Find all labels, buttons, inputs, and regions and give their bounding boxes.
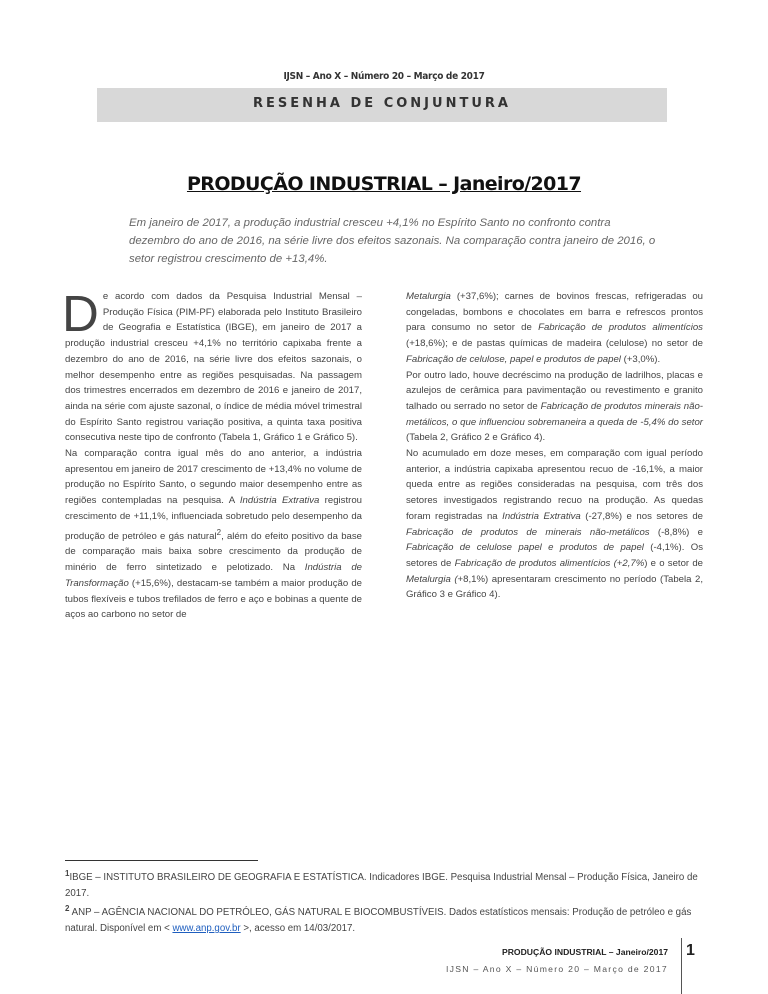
paragraph-2 — [65, 446, 362, 623]
footnote-text: IBGE – INSTITUTO BRASILEIRO DE GEOGRAFIA E ESTATÍSTICA. Indicadores IBGE. Pesquisa Industrial Mensal – Produção Física, Janeiro de 2017. — [65, 872, 698, 899]
page-number: 1 — [686, 942, 695, 959]
italic-run: Indústria Extrativa — [502, 510, 581, 522]
drop-cap: D — [62, 285, 99, 342]
footnote-divider — [65, 860, 258, 861]
paragraph-4 — [406, 446, 703, 603]
italic-run: Metalurgia ( — [406, 573, 458, 585]
page-title: PRODUÇÃO INDUSTRIAL – Janeiro/2017 — [186, 173, 582, 195]
footer-divider — [681, 938, 682, 994]
text-run: (+18,6%); e de pastas químicas de madeira (celulose) no setor de — [406, 338, 703, 350]
paragraph-1 — [62, 285, 362, 446]
header-issue: IJSN – Ano X – Número 20 – Março de 2017 — [283, 71, 485, 82]
footnote-1 — [65, 866, 705, 901]
text-run: (Tabela 2, Gráfico 2 e Gráfico 4). — [406, 432, 546, 444]
paragraph-3 — [406, 368, 703, 447]
footnotes — [65, 866, 705, 936]
text-run: (-27,8%) e nos setores de — [580, 510, 703, 522]
italic-run: Fabricação de produtos alimentícios (+2,7% — [454, 557, 645, 569]
footnote-text: >, acesso em 14/03/2017. — [240, 922, 356, 934]
text-run: (+15,6%), destacam-se também a maior produção de tubos flexíveis e tubos trefilados de ferro e aço e bobinas a quente de aços ao carbono no setor de — [65, 577, 362, 621]
text-run: (-4,1%). Os setores de — [406, 542, 703, 569]
paragraph-1-text: e acordo com dados da Pesquisa Industrial Mensal – Produção Física (PIM-PF) elaborada pelo Instituto Brasileiro de Geografia e Estatística (IBGE), em janeiro de 2017 a produção industrial cresceu +4,1% no território capixaba frente a dezembro do ano de 2016, na série livre dos efeitos sazonais, o melhor desempenho entre as regiões pesquisadas. Na passagem dos trimestres encerrados em dezembro de 2016 e janeiro de 2017, ainda na série com ajuste sazonal, o índice de média móvel trimestral do Espírito Santo registrou variação positiva, a quinta taxa positiva consecutiva neste tipo de confronto (Tabela 1, Gráfico 1 e Gráfico 5). — [65, 291, 362, 444]
text-run: , além do efeito positivo da base de comparação mais baixa sobre crescimento da produção de minério de ferro sintetizado e pelotizado. Na — [65, 530, 362, 574]
text-run: No acumulado em doze meses, em comparação com igual período anterior, a indústria capixaba apresentou recuo de -16,1%, a maior queda entre as regiões consideradas na pesquisa, com três dos setores investigados registrando recuo na produção. As quedas foram registradas na — [406, 448, 703, 522]
section-title: RESENHA DE CONJUNTURA — [253, 96, 511, 111]
intro-summary: Em janeiro de 2017, a produção industrial cresceu +4,1% no Espírito Santo no confronto contra dezembro do ano de 2016, na série livre dos efeitos sazonais. Na comparação contra janeiro de 2016, o setor registrou crescimento de +13,4%. — [129, 217, 656, 265]
text-run: ) e o setor de — [644, 557, 703, 569]
footnote-number: 2 — [65, 904, 70, 914]
right-column — [406, 289, 703, 603]
italic-run: Fabricação de celulose papel e produtos de papel — [406, 542, 644, 554]
italic-run: Indústria Extrativa — [239, 495, 320, 507]
italic-run: Fabricação de celulose, papel e produtos de papel — [406, 353, 621, 365]
italic-run: Fabricação de produtos minerais não-metálicos, o que influenciou sobremaneira a queda de -5,4% do setor — [406, 400, 703, 428]
footer-title: PRODUÇÃO INDUSTRIAL – Janeiro/2017 — [501, 947, 668, 957]
footnote-ref: 2 — [216, 527, 222, 537]
text-run: (+3,0%). — [620, 353, 661, 365]
italic-run: Metalurgia — [406, 291, 451, 302]
text-run: (-8,8%) e — [649, 526, 703, 538]
footnote-2 — [65, 901, 705, 936]
paragraph-2-cont — [406, 289, 703, 368]
footer-issue: IJSN – Ano X – Número 20 – Março de 2017 — [445, 964, 668, 974]
text-run: Por outro lado, houve decréscimo na produção de ladrilhos, placas e azulejos de cerâmica para pavimentação ou revestimento e granito talhado ou serrado no setor de — [406, 369, 703, 412]
text-run: (+37,6%); carnes de bovinos frescas, refrigeradas ou congeladas, bombons e chocolates em barra e refrescos prontos para consumo no setor de — [406, 291, 703, 334]
text-run: Na comparação contra igual mês do ano anterior, a indústria apresentou em janeiro de 2017 crescimento de +13,4% no volume de produção no Espírito Santo, o segundo maior desempenho entre as regiões contempladas na pesquisa. A — [65, 448, 362, 507]
left-column — [62, 285, 362, 623]
anp-link[interactable]: www.anp.gov.br — [172, 922, 241, 934]
italic-run: Fabricação de produtos de minerais não-metálicos — [406, 526, 650, 538]
footnote-text: ANP – AGÊNCIA NACIONAL DO PETRÓLEO, GÁS NATURAL E BIOCOMBUSTÍVEIS. Dados estatísticos mensais: Produção de petróleo e gás natural. Disponível em < — [65, 907, 692, 934]
italic-run: Fabricação de produtos alimentícios — [538, 322, 703, 334]
text-run: registrou crescimento de +11,1%, influenciada sobretudo pelo desempenho da produção de petróleo e gás natural — [65, 495, 362, 542]
italic-run: Indústria de Transformação — [65, 562, 362, 589]
text-run: +8,1%) apresentaram crescimento no período (Tabela 2, Gráfico 3 e Gráfico 4). — [406, 573, 703, 601]
footnote-number: 1 — [65, 869, 70, 878]
